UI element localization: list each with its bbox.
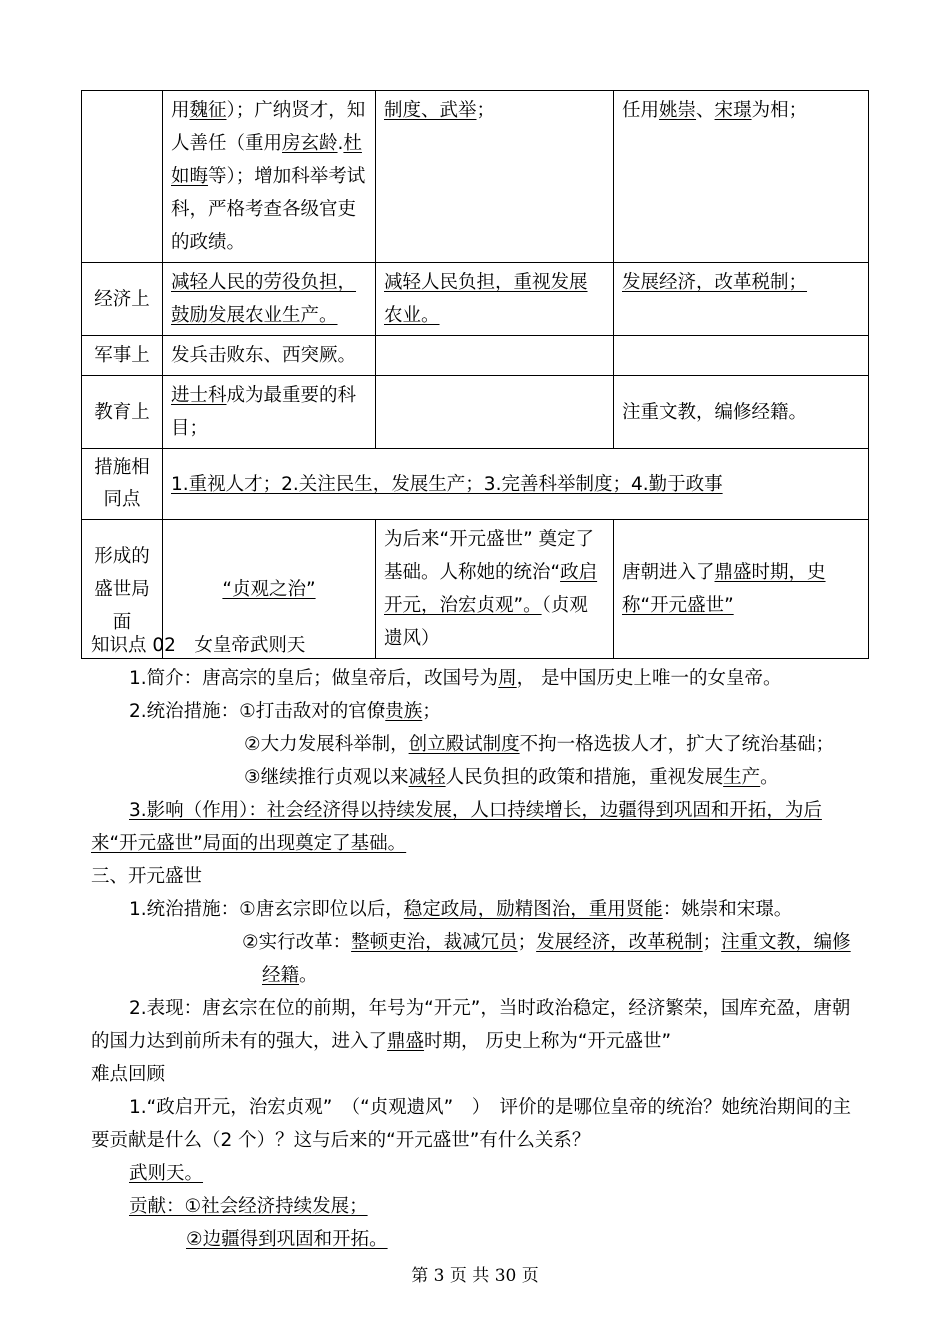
row-label: 军事上 [82, 336, 163, 376]
row-label: 教育上 [82, 376, 163, 449]
paragraph: ②实行改革：整顿吏治，裁减冗员；发展经济，改革税制；注重文教，编修经籍。 [242, 932, 851, 986]
section-heading: 知识点 02 女皇帝武则天 [91, 635, 306, 656]
table-cell [614, 336, 869, 376]
table-cell: 减轻人民负担，重视发展农业。 [376, 263, 614, 336]
table-cell: 减轻人民的劳役负担，鼓励发展农业生产。 [163, 263, 376, 336]
page-footer: 第 3 页 共 30 页 [411, 1266, 539, 1286]
table-cell: 任用姚崇、宋璟为相； [614, 91, 869, 263]
paragraph: 3.影响（作用）：社会经济得以持续发展，人口持续增长，边疆得到巩固和开拓，为后来“开元盛世”局面的出现奠定了基础。 [91, 800, 822, 854]
row-label: 措施相同点 [82, 449, 163, 520]
table-row [82, 91, 869, 263]
table-cell: 唐朝进入了鼎盛时期，史称“开元盛世” [614, 520, 869, 659]
table-cell [376, 376, 614, 449]
table-cell: 进士科成为最重要的科目； [163, 376, 376, 449]
comparison-table [81, 90, 869, 659]
table-cell: 用魏征）；广纳贤才，知人善任（重用房玄龄.杜如晦等）；增加科举考试科，严格考查各级官吏的政绩。 [163, 91, 376, 263]
table-cell [376, 336, 614, 376]
table-cell-merged: 1.重视人才；2.关注民生，发展生产；3.完善科举制度；4.勤于政事 [163, 449, 869, 520]
paragraph: ③继续推行贞观以来减轻人民负担的政策和措施，重视发展生产。 [244, 767, 779, 788]
section-heading: 难点回顾 [91, 1064, 166, 1085]
question: 1.“政启开元，治宏贞观” （“贞观遗风” ） 评价的是哪位皇帝的统治？她统治期间的主要贡献是什么（2 个）？这与后来的“开元盛世”有什么关系？ [91, 1097, 851, 1151]
answer: 武则天。 [129, 1163, 204, 1184]
section-heading: 三、开元盛世 [91, 866, 203, 887]
paragraph: 2.统治措施：①打击敌对的官僚贵族； [129, 701, 441, 722]
paragraph: 1.统治措施：①唐玄宗即位以后，稳定政局，励精图治，重用贤能：姚崇和宋璟。 [129, 899, 793, 920]
table-row [82, 449, 869, 520]
table-cell: 制度、武举； [376, 91, 614, 263]
table-row [82, 263, 869, 336]
paragraph: 2.表现：唐玄宗在位的前期，年号为“开元”，当时政治稳定，经济繁荣，国库充盈，唐朝的国力达到前所未有的强大，进入了鼎盛时期， 历史上称为“开元盛世” [91, 998, 851, 1052]
row-label: 经济上 [82, 263, 163, 336]
table-row [82, 336, 869, 376]
row-label: 形成的盛世局面 [82, 520, 163, 659]
table-row [82, 376, 869, 449]
table-cell: 发兵击败东、西突厥。 [163, 336, 376, 376]
answer: ②边疆得到巩固和开拓。 [186, 1229, 388, 1250]
paragraph: ②大力发展科举制，创立殿试制度不拘一格选拔人才，扩大了统治基础； [244, 734, 835, 755]
row-label [82, 91, 163, 263]
answer: 贡献：①社会经济持续发展； [129, 1196, 368, 1217]
table-cell: 发展经济，改革税制； [614, 263, 869, 336]
table-cell: “贞观之治” [163, 520, 376, 659]
paragraph: 1.简介：唐高宗的皇后；做皇帝后，改国号为周， 是中国历史上唯一的女皇帝。 [129, 668, 782, 689]
table-cell: 注重文教，编修经籍。 [614, 376, 869, 449]
table-cell: 为后来“开元盛世” 奠定了基础。人称她的统治“政启开元，治宏贞观”。（贞观遗风） [376, 520, 614, 659]
